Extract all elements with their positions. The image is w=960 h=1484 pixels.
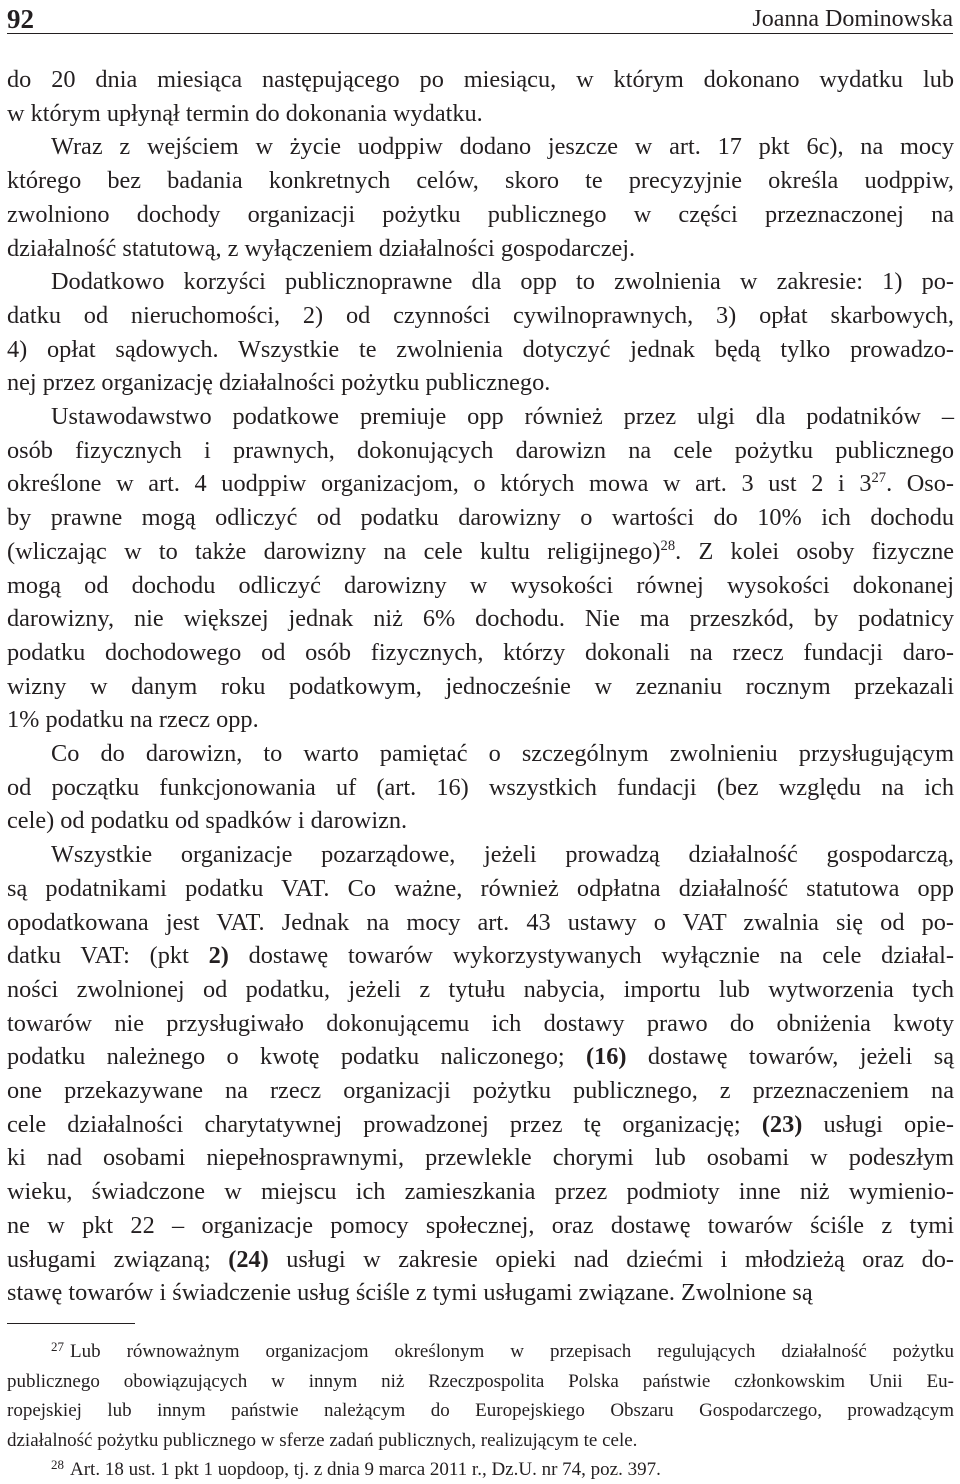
body-line xyxy=(7,671,954,703)
body-line xyxy=(7,974,954,1006)
footnote-reference: 27 xyxy=(871,470,887,487)
text-run: Dodatkowo korzyści publicznoprawne dla opp to zwolnienia w zakresie: 1) po- xyxy=(51,268,954,296)
text-run: wizny w danym roku podatkowym, jednocześnie w zeznaniu rocznym przekazali xyxy=(7,672,954,700)
footnote-line xyxy=(51,1456,954,1484)
header-rule xyxy=(7,33,953,34)
body-line xyxy=(7,1142,954,1174)
text-run: usługami związaną; xyxy=(7,1245,229,1273)
body-line xyxy=(7,435,954,467)
text-run: (24) xyxy=(228,1245,269,1273)
body-line xyxy=(7,570,954,602)
body-line xyxy=(7,907,954,939)
body-line xyxy=(7,1041,954,1073)
footnote-text: działalność pożytku publicznego w sferze zadań publicznych, realizującym te cele. xyxy=(7,1429,638,1451)
text-run: (16) xyxy=(586,1043,627,1071)
text-run: ki nad osobami niepełnosprawnymi, przewlekle chorymi lub osobami w podeszłym xyxy=(7,1144,954,1172)
text-run: 2) xyxy=(208,942,229,970)
body-line xyxy=(7,1008,954,1040)
text-run: usługi opie- xyxy=(802,1110,954,1138)
footnote-line xyxy=(7,1427,954,1455)
page-number: 92 xyxy=(7,4,34,34)
running-header-author: Joanna Dominowska xyxy=(752,6,953,32)
text-run: mogą od dochodu odliczyć darowizny w wysokości równej wysokości dokonanej xyxy=(7,571,954,599)
body-line xyxy=(7,772,954,804)
body-line xyxy=(7,502,954,534)
text-run: . Oso- xyxy=(886,470,955,498)
body-line xyxy=(51,839,954,871)
text-run: nej przez organizację działalności pożytku publicznego. xyxy=(7,369,551,397)
text-run: 4) opłat sądowych. Wszystkie te zwolnienia dotyczyć jednak będą tylko prowadzo- xyxy=(7,335,954,363)
text-run: darowizny, nie większej jednak niż 6% dochodu. Nie ma przeszkód, by podatnicy xyxy=(7,605,954,633)
text-run: są podatnikami podatku VAT. Co ważne, również odpłatna działalność statutowa opp xyxy=(7,874,954,902)
footnote-text: ropejskiej lub innym państwie należącym do Europejskiego Obszaru Gospodarczego, prowadzącym xyxy=(7,1400,954,1421)
text-run: cele) od podatku od spadków i darowizn. xyxy=(7,807,408,835)
text-run: którego bez badania konkretnych celów, skoro te precyzyjnie określa uodppiw, xyxy=(7,167,954,195)
body-line xyxy=(7,1109,954,1141)
text-run: osób fizycznych i prawnych, dokonujących darowizn na cele pożytku publicznego xyxy=(7,436,954,464)
text-run: Ustawodawstwo podatkowe premiuje opp również przez ulgi dla podatników – xyxy=(51,403,954,430)
body-line xyxy=(7,233,954,265)
text-run: w którym upłynął termin do dokonania wydatku. xyxy=(7,99,483,127)
body-line xyxy=(51,401,954,433)
body-line xyxy=(7,940,954,972)
body-line xyxy=(7,603,954,635)
body-line xyxy=(51,738,954,770)
footnote-number: 27 xyxy=(51,1339,64,1354)
text-run: one przekazywane na rzecz organizacji pożytku publicznego, z przeznaczeniem na xyxy=(7,1077,954,1104)
footnote-text: Lub równoważnym organizacjom określonym w przepisach regulujących działalność pożytku xyxy=(70,1341,954,1362)
footnote-reference: 28 xyxy=(660,537,676,554)
text-run: Co do darowizn, to warto pamiętać o szczególnym zwolnieniu przysługującym xyxy=(51,740,954,767)
text-run: Wszystkie organizacje pozarządowe, jeżeli prowadzą działalność gospodarczą, xyxy=(51,841,954,869)
text-run: (23) xyxy=(761,1110,803,1138)
text-run: zwolniono dochody organizacji pożytku publicznego w części przeznaczonej na xyxy=(7,200,954,228)
body-line xyxy=(7,367,954,399)
footnote-number: 28 xyxy=(51,1457,64,1472)
text-run: do 20 dnia miesiąca następującego po miesiącu, w którym dokonano wydatku lub xyxy=(7,66,954,93)
footnote-line xyxy=(7,1368,954,1396)
text-run: dostawę towarów, jeżeli są xyxy=(626,1043,954,1071)
body-line xyxy=(51,266,954,298)
text-run: podatku należnego o kwotę podatku naliczonego; xyxy=(7,1043,586,1071)
body-line xyxy=(7,1244,954,1276)
body-line xyxy=(7,873,954,905)
text-run: ne w pkt 22 – organizacje pomocy społecznej, oraz dostawę towarów ściśle z tymi xyxy=(7,1211,954,1239)
text-run: cele działalności charytatywnej prowadzonej przez tę organizację; xyxy=(7,1110,762,1138)
text-run: (wliczając w to także darowizny na cele kultu religijnego) xyxy=(7,537,661,565)
body-line xyxy=(7,704,954,736)
footnote-line xyxy=(7,1397,954,1425)
text-run: 1% podatku na rzecz opp. xyxy=(7,706,259,734)
text-run: Wraz z wejściem w życie uodppiw dodano jeszcze w art. 17 pkt 6c), na mocy xyxy=(51,133,954,161)
text-run: dostawę towarów wykorzystywanych wyłącznie na cele działal- xyxy=(228,942,954,970)
footnote-separator xyxy=(7,1323,135,1324)
text-run: wieku, świadczone w miejscu ich zamieszkania przez podmioty inne niż wymienio- xyxy=(7,1178,954,1206)
body-line xyxy=(7,199,954,231)
body-line xyxy=(7,165,954,197)
body-line xyxy=(7,468,954,500)
text-run: towarów nie przysługiwało dokonującemu ich dostawy prawo do obniżenia kwoty xyxy=(7,1009,954,1037)
text-run: datku od nieruchomości, 2) od czynności cywilnoprawnych, 3) opłat skarbowych, xyxy=(7,301,954,329)
text-run: określone w art. 4 uodppiw organizacjom, o których mowa w art. 3 ust 2 i 3 xyxy=(7,470,872,498)
text-run: . Z kolei osoby fizyczne xyxy=(675,537,954,565)
footnote-text: Art. 18 ust. 1 pkt 1 uopdoop, tj. z dnia 9 marca 2011 r., Dz.U. nr 74, poz. 397. xyxy=(70,1459,661,1480)
body-line xyxy=(7,300,954,332)
text-run: działalność statutową, z wyłączeniem działalności gospodarczej. xyxy=(7,234,636,262)
body-line xyxy=(7,1277,954,1309)
text-run: ności zwolnionej od podatku, jeżeli z tytułu nabycia, importu lub wytworzenia tych xyxy=(7,975,954,1003)
body-line xyxy=(7,805,954,837)
text-run: by prawne mogą odliczyć od podatku darowizny o wartości do 10% ich dochodu xyxy=(7,504,954,532)
body-line xyxy=(7,637,954,669)
text-run: podatku dochodowego od osób fizycznych, którzy dokonali na rzecz fundacji daro- xyxy=(7,638,954,666)
body-line xyxy=(7,64,954,96)
text-run: stawę towarów i świadczenie usług ściśle z tymi usługami związane. Zwolnione są xyxy=(7,1279,813,1307)
body-line xyxy=(7,536,954,568)
body-line xyxy=(7,1075,954,1107)
text-run: datku VAT: (pkt xyxy=(7,942,209,970)
body-line xyxy=(7,1176,954,1208)
body-line xyxy=(7,1210,954,1242)
text-run: usługi w zakresie opieki nad dziećmi i młodzieżą oraz do- xyxy=(268,1245,954,1273)
body-line xyxy=(7,98,954,130)
text-run: opodatkowana jest VAT. Jednak na mocy art. 43 ustawy o VAT zwalnia się od po- xyxy=(7,908,954,936)
body-line xyxy=(7,334,954,366)
text-run: od początku funkcjonowania uf (art. 16) wszystkich fundacji (bez względu na ich xyxy=(7,773,954,801)
footnote-text: publicznego obowiązujących w innym niż Rzeczpospolita Polska państwie członkowskim Unii Eu- xyxy=(7,1370,954,1392)
footnote-line xyxy=(51,1338,954,1366)
body-line xyxy=(51,131,954,163)
